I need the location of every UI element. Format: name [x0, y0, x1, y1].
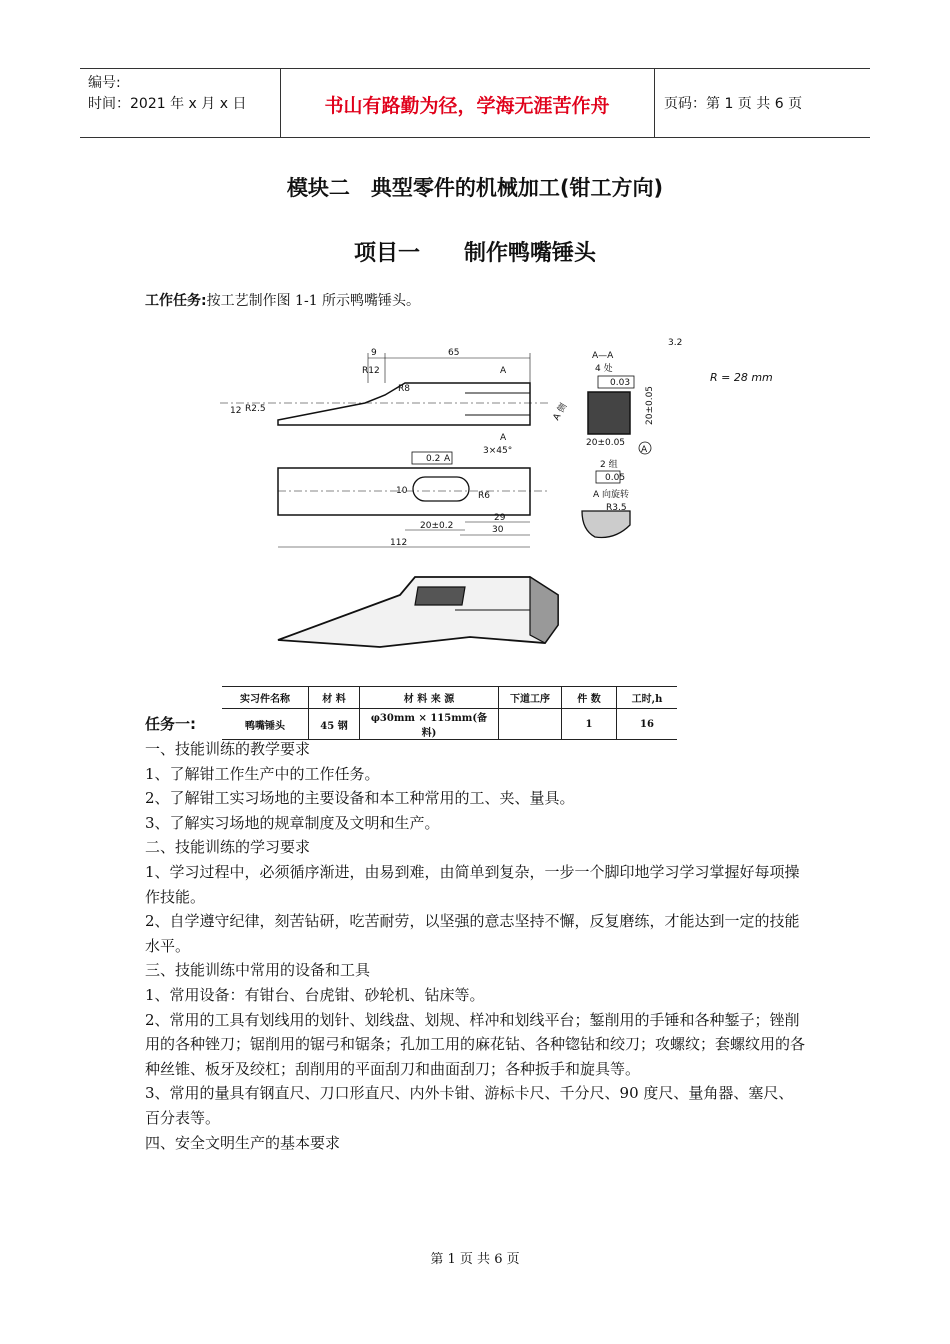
- dim-r25: R2.5: [245, 404, 266, 414]
- top-view: [278, 446, 550, 548]
- paragraph: 2、了解钳工实习场地的主要设备和本工种常用的工、夹、量具。: [145, 789, 575, 808]
- dim-29: 29: [494, 513, 506, 523]
- section-marker-bottom: A: [500, 433, 507, 443]
- project-title: 项目一 制作鸭嘴锤头: [353, 241, 596, 266]
- flatness-value: 0.2: [426, 454, 441, 464]
- isometric-view: [278, 577, 558, 647]
- header-cell: 件 数: [562, 687, 617, 709]
- section-marker-top: A: [500, 366, 507, 376]
- roughness: 3.2: [668, 338, 683, 348]
- perpendicularity-value: 0.03: [610, 378, 631, 388]
- dim-30: 30: [492, 525, 504, 535]
- flatness-datum: A: [444, 454, 451, 464]
- table-cell: 1: [562, 709, 617, 740]
- section-view: [550, 338, 773, 538]
- a-side-note: A 侧: [551, 401, 570, 423]
- paragraph: 1、学习过程中，必须循序渐进，由易到难，由简单到复杂，一步一个脚印地学习学习掌握好每项操作技能。: [145, 862, 800, 906]
- paragraph: 2、常用的工具有划线用的划针、划线盘、划规、样冲和划线平台；錾削用的手锤和各种錾子；锉削用的各种锉刀；锯削用的锯弓和锯条；孔加工用的麻花钻、各种锪钻和绞刀；攻螺纹；套螺纹用的各种丝锥、板牙及绞杠；刮削用的平面刮刀和曲面刮刀；各种扳手和旋具等。: [145, 1010, 806, 1078]
- table-cell: 鸭嘴锤头: [222, 709, 309, 740]
- paragraph: 一、技能训练的教学要求: [145, 740, 311, 758]
- section-title: A—A: [592, 351, 614, 361]
- paragraph: 二、技能训练的学习要求: [145, 838, 311, 857]
- bottom-dim: 20±0.05: [586, 438, 626, 448]
- work-task: [145, 290, 420, 310]
- dim-112: 112: [390, 538, 408, 548]
- dim-12: 12: [230, 406, 242, 416]
- paragraph: 2、自学遵守纪律，刻苦钻研，吃苦耐劳，以坚强的意志坚持不懈，反复磨练，才能达到一定的技能水平。: [145, 912, 800, 955]
- task1-label: 任务一:: [145, 715, 196, 733]
- header-page-number: 页码：第 1 页 共 6 页: [664, 96, 803, 112]
- technical-drawing: [200, 325, 800, 685]
- header-cell: 实习件名称: [222, 687, 309, 709]
- rotate-note: A 向旋转: [593, 490, 630, 500]
- paragraph: 1、了解钳工作生产中的工作任务。: [145, 764, 380, 783]
- dim-r6: R6: [478, 491, 490, 501]
- header-motto: 书山有路勤为径，学海无涯苦作舟: [324, 95, 610, 117]
- work-task-label: 工作任务:: [145, 293, 207, 309]
- paragraph: 3、常用的量具有钢直尺、刀口形直尺、内外卡钳、游标卡尺、千分尺、90 度尺、量角器、塞尺、百分表等。: [145, 1084, 794, 1127]
- dim-20: 20±0.2: [420, 521, 454, 531]
- table-header-row: [222, 687, 677, 709]
- header-cell: 下道工序: [499, 687, 562, 709]
- paragraph: 三、技能训练中常用的设备和工具: [145, 961, 371, 980]
- date-label: 时间：2021 年 x 月 x 日: [88, 96, 247, 112]
- radius-note: R = 28 mm: [710, 371, 773, 384]
- header-cell: 材 料: [309, 687, 360, 709]
- header-cell: 材 料 来 源: [360, 687, 499, 709]
- spec-table: [222, 686, 677, 740]
- two-groups-note: 2 组: [600, 460, 618, 470]
- table-row: [222, 709, 677, 740]
- dim-10: 10: [396, 486, 408, 496]
- table-cell: 45 钢: [309, 709, 360, 740]
- parallelism-value: 0.05: [605, 473, 626, 483]
- page-header: [80, 68, 870, 138]
- dim-r12: R12: [362, 366, 380, 376]
- work-task-text: 按工艺制作图 1-1 所示鸭嘴锤头。: [206, 293, 421, 309]
- table-cell: 16: [617, 709, 678, 740]
- page-footer: 第 1 页 共 6 页: [430, 1252, 520, 1267]
- side-dim: 20±0.05: [645, 385, 655, 425]
- four-places-note: 4 处: [595, 364, 613, 374]
- table-cell: [499, 709, 562, 740]
- dim-r8: R8: [398, 384, 410, 394]
- dim-r35: R3.5: [606, 503, 627, 513]
- header-meta: [88, 73, 278, 115]
- header-cell: 工时,h: [617, 687, 678, 709]
- dim-65: 65: [448, 348, 460, 358]
- module-title: 模块二 典型零件的机械加工(钳工方向): [286, 176, 664, 200]
- header-divider: [654, 69, 655, 137]
- paragraph: 1、常用设备：有钳台、台虎钳、砂轮机、钻床等。: [145, 985, 485, 1004]
- code-label: 编号:: [88, 75, 121, 91]
- body-text: [145, 737, 805, 1155]
- table-cell: φ30mm × 115mm(备料): [360, 709, 499, 740]
- paragraph: 3、了解实习场地的规章制度及文明和生产。: [145, 813, 440, 832]
- side-view: [220, 348, 550, 443]
- paragraph: 四、安全文明生产的基本要求: [145, 1133, 341, 1152]
- datum-a: A: [641, 445, 648, 455]
- chamfer-note: 3×45°: [483, 446, 513, 456]
- dim-9: 9: [371, 348, 377, 358]
